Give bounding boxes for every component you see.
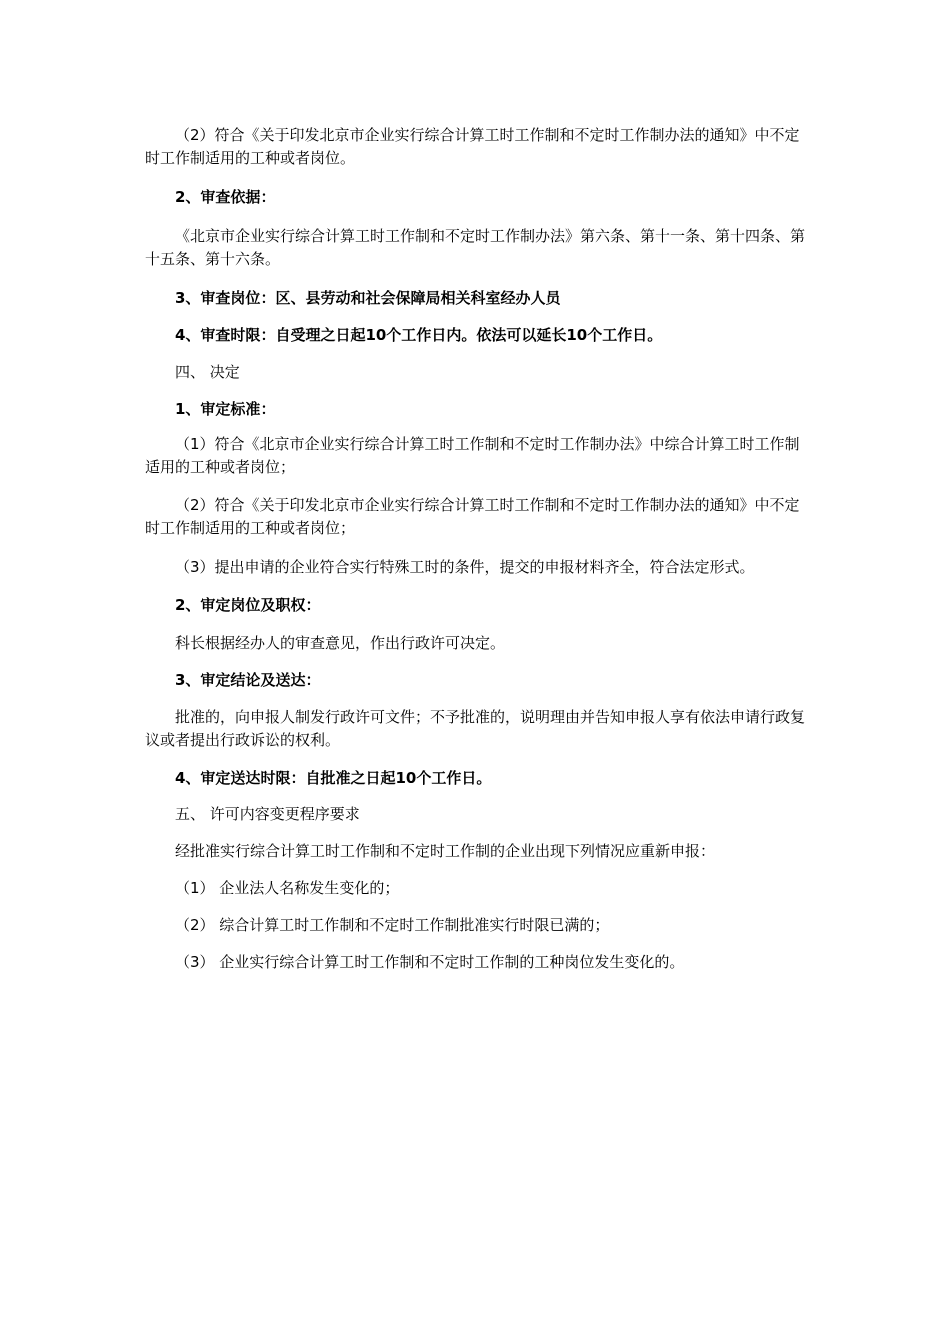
- paragraph-3: 《北京市企业实行综合计算工时工作制和不定时工作制办法》第六条、第十一条、第十四条、第十五条、第十六条。: [145, 227, 806, 268]
- paragraph-2: 2、审查依据：: [175, 188, 276, 206]
- paragraph-10: （3）提出申请的企业符合实行特殊工时的条件，提交的申报材料齐全，符合法定形式。: [175, 558, 755, 576]
- paragraph-8: （1）符合《北京市企业实行综合计算工时工作制和不定时工作制办法》中综合计算工时工作制适用的工种或者岗位；: [145, 435, 800, 476]
- paragraph-4: 3、审查岗位：区、县劳动和社会保障局相关科室经办人员: [175, 289, 561, 307]
- paragraph-9: （2）符合《关于印发北京市企业实行综合计算工时工作制和不定时工作制办法的通知》中不定时工作制适用的工种或者岗位；: [145, 496, 800, 537]
- paragraph-5: 4、审查时限：自受理之日起10个工作日内。依法可以延长10个工作日。: [175, 326, 663, 344]
- paragraph-18: （1） 企业法人名称发生变化的；: [175, 879, 400, 897]
- paragraph-19: （2） 综合计算工时工作制和不定时工作制批准实行时限已满的；: [175, 916, 610, 934]
- paragraph-14: 批准的，向申报人制发行政许可文件；不予批准的，说明理由并告知申报人享有依法申请行政复议或者提出行政诉讼的权利。: [145, 708, 806, 749]
- paragraph-7: 1、审定标准：: [175, 400, 276, 418]
- paragraph-6: 四、 决定: [175, 363, 240, 381]
- paragraph-12: 科长根据经办人的审查意见，作出行政许可决定。: [175, 634, 506, 652]
- paragraph-15: 4、审定送达时限：自批准之日起10个工作日。: [175, 769, 492, 787]
- paragraph-13: 3、审定结论及送达：: [175, 671, 321, 689]
- paragraph-16: 五、 许可内容变更程序要求: [175, 805, 360, 823]
- paragraph-20: （3） 企业实行综合计算工时工作制和不定时工作制的工种岗位发生变化的。: [175, 953, 685, 971]
- paragraph-17: 经批准实行综合计算工时工作制和不定时工作制的企业出现下列情况应重新申报：: [175, 842, 716, 860]
- paragraph-1: （2）符合《关于印发北京市企业实行综合计算工时工作制和不定时工作制办法的通知》中不定时工作制适用的工种或者岗位。: [145, 126, 800, 167]
- paragraph-11: 2、审定岗位及职权：: [175, 596, 321, 614]
